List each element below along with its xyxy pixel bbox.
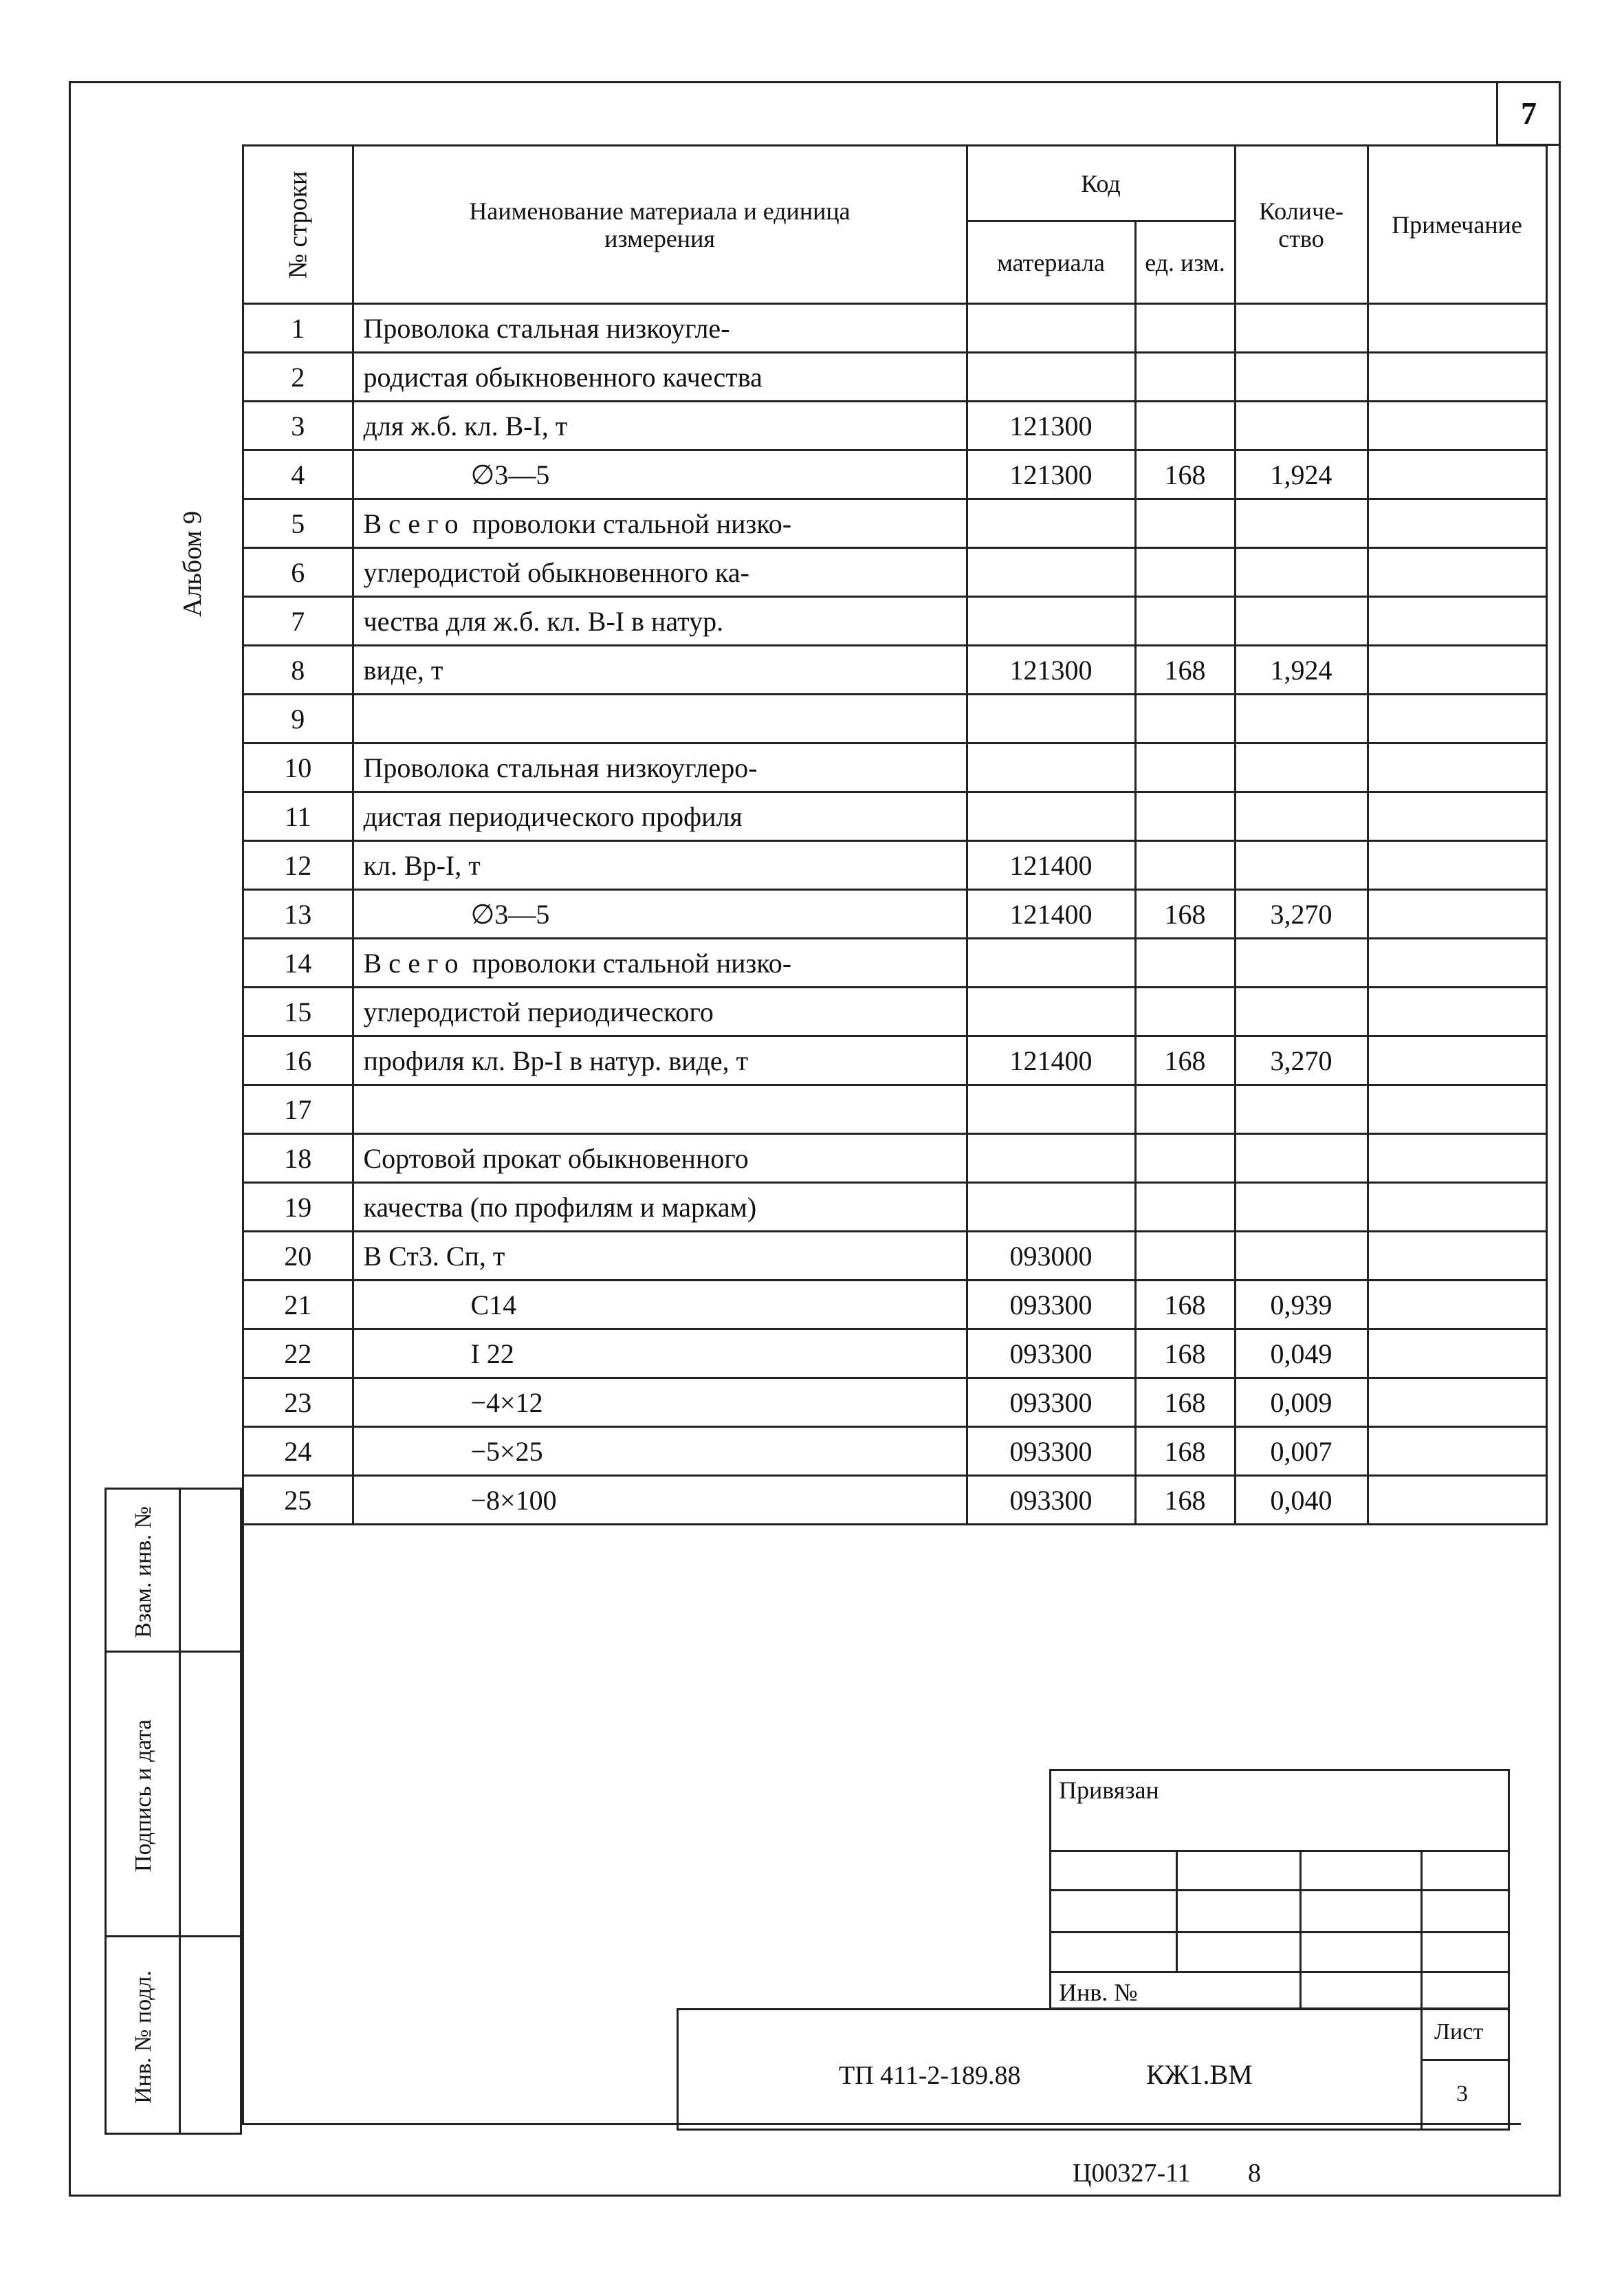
cell-note (1368, 499, 1546, 548)
side-stamp-podpis (105, 1651, 242, 1937)
cell-code-material: 093300 (967, 1427, 1135, 1476)
cell-code-unit (1135, 743, 1235, 792)
cell-code-material: 121400 (967, 1036, 1135, 1085)
cell-note (1368, 939, 1546, 988)
cell-name: дистая периодического профиля (353, 792, 967, 841)
cell-code-unit: 168 (1135, 1427, 1235, 1476)
cell-code-unit (1135, 304, 1235, 353)
cell-quantity (1235, 792, 1368, 841)
cell-quantity: 0,009 (1235, 1378, 1368, 1427)
cell-code-unit (1135, 841, 1235, 890)
cell-name-rest: проволоки стальной низко- (465, 947, 792, 979)
cell-quantity: 1,924 (1235, 646, 1368, 695)
header-row-no: № строки (243, 146, 353, 304)
stamp-line (1049, 1850, 1510, 1852)
stamp-privyazan: Привязан (1059, 1776, 1159, 1804)
cell-code-material: 121300 (967, 450, 1135, 499)
cell-row-no: 16 (243, 1036, 353, 1085)
stamp-inv-no: Инв. № (1059, 1979, 1138, 2006)
cell-code-material: 121300 (967, 646, 1135, 695)
cell-note (1368, 1329, 1546, 1378)
cell-note (1368, 304, 1546, 353)
cell-name-rest: проволоки стальной низко- (465, 508, 792, 539)
cell-row-no: 25 (243, 1476, 353, 1525)
cell-note (1368, 646, 1546, 695)
cell-note (1368, 988, 1546, 1036)
cell-row-no: 4 (243, 450, 353, 499)
cell-name: Проволока стальная низкоугле- (353, 304, 967, 353)
table-row (243, 841, 1547, 890)
cell-row-no: 5 (243, 499, 353, 548)
cell-code-unit (1135, 597, 1235, 646)
cell-code-unit (1135, 1134, 1235, 1183)
cell-code-unit: 168 (1135, 1378, 1235, 1427)
table-row (243, 402, 1547, 450)
cell-name: С14 (353, 1281, 967, 1329)
cell-name: для ж.б. кл. В-I, т (353, 402, 967, 450)
cell-name: −4×12 (353, 1378, 967, 1427)
table-row (243, 1134, 1547, 1183)
cell-row-no: 14 (243, 939, 353, 988)
cell-row-no: 15 (243, 988, 353, 1036)
cell-name-lead: Всего (363, 947, 465, 979)
stamp-line (1420, 2059, 1510, 2061)
cell-code-unit (1135, 499, 1235, 548)
cell-row-no: 3 (243, 402, 353, 450)
cell-note (1368, 890, 1546, 939)
cell-row-no: 19 (243, 1183, 353, 1232)
cell-code-unit (1135, 1085, 1235, 1134)
table-row (243, 890, 1547, 939)
table-row (243, 450, 1547, 499)
cell-note (1368, 792, 1546, 841)
cell-code-unit (1135, 695, 1235, 743)
document-code: ТП 411-2-189.88 (839, 2061, 1021, 2090)
side-stamp-inv-podl (105, 1935, 242, 2135)
cell-quantity: 3,270 (1235, 890, 1368, 939)
cell-name (353, 499, 967, 548)
cell-code-material: 121300 (967, 402, 1135, 450)
header-code-material: материала (967, 221, 1135, 304)
cell-note (1368, 402, 1546, 450)
cell-note (1368, 1232, 1546, 1281)
table-row (243, 792, 1547, 841)
cell-code-material: 093300 (967, 1329, 1135, 1378)
cell-name: −8×100 (353, 1476, 967, 1525)
cell-note (1368, 695, 1546, 743)
cell-quantity (1235, 353, 1368, 402)
cell-code-unit: 168 (1135, 1476, 1235, 1525)
stamp-vline (1420, 2008, 1423, 2131)
header-name: Наименование материала и единица измерения (353, 146, 967, 304)
cell-code-unit: 168 (1135, 1329, 1235, 1378)
cell-row-no: 13 (243, 890, 353, 939)
footer-code: Ц00327-11 (1073, 2159, 1191, 2188)
cell-quantity (1235, 548, 1368, 597)
cell-code-material (967, 939, 1135, 988)
table-row (243, 1232, 1547, 1281)
cell-code-material: 093300 (967, 1378, 1135, 1427)
cell-name (353, 695, 967, 743)
cell-row-no: 11 (243, 792, 353, 841)
cell-row-no: 7 (243, 597, 353, 646)
cell-code-unit: 168 (1135, 1036, 1235, 1085)
cell-quantity (1235, 939, 1368, 988)
table-row (243, 1085, 1547, 1134)
table-row (243, 1329, 1547, 1378)
side-stamp-inv-podl-label: Инв. № подл. (131, 1970, 156, 2104)
cell-note (1368, 548, 1546, 597)
cell-code-material: 121400 (967, 890, 1135, 939)
cell-name: кл. Вр-I, т (353, 841, 967, 890)
header-code-unit: ед. изм. (1135, 221, 1235, 304)
cell-row-no: 8 (243, 646, 353, 695)
cell-code-material (967, 743, 1135, 792)
table-row (243, 743, 1547, 792)
cell-quantity (1235, 695, 1368, 743)
cell-note (1368, 1183, 1546, 1232)
cell-quantity (1235, 1085, 1368, 1134)
cell-quantity (1235, 1183, 1368, 1232)
cell-row-no: 9 (243, 695, 353, 743)
cell-name: −5×25 (353, 1427, 967, 1476)
cell-code-material: 093300 (967, 1281, 1135, 1329)
cell-name: качества (по профилям и маркам) (353, 1183, 967, 1232)
table-row (243, 695, 1547, 743)
cell-code-unit: 168 (1135, 450, 1235, 499)
cell-row-no: 1 (243, 304, 353, 353)
table-row (243, 1378, 1547, 1427)
cell-code-unit: 168 (1135, 646, 1235, 695)
table-row (243, 499, 1547, 548)
cell-code-material (967, 548, 1135, 597)
cell-row-no: 22 (243, 1329, 353, 1378)
cell-quantity: 3,270 (1235, 1036, 1368, 1085)
cell-quantity (1235, 499, 1368, 548)
cell-quantity (1235, 743, 1368, 792)
stamp-line (1049, 1971, 1510, 1973)
side-stamp-vzam (105, 1488, 242, 1653)
cell-name: Проволока стальная низкоуглеро- (353, 743, 967, 792)
cell-row-no: 21 (243, 1281, 353, 1329)
cell-row-no: 18 (243, 1134, 353, 1183)
cell-name: профиля кл. Вр-I в натур. виде, т (353, 1036, 967, 1085)
cell-code-material (967, 353, 1135, 402)
cell-code-material (967, 597, 1135, 646)
table-row (243, 1427, 1547, 1476)
cell-name: ∅3—5 (353, 450, 967, 499)
cell-note (1368, 1036, 1546, 1085)
table-row (243, 988, 1547, 1036)
cell-code-unit (1135, 402, 1235, 450)
stamp-line (1049, 1889, 1510, 1891)
header-note: Примечание (1368, 146, 1546, 304)
table-row (243, 1476, 1547, 1525)
cell-code-material (967, 499, 1135, 548)
cell-name: I 22 (353, 1329, 967, 1378)
cell-row-no: 17 (243, 1085, 353, 1134)
stamp-main-box (677, 2008, 1510, 2131)
cell-quantity: 0,007 (1235, 1427, 1368, 1476)
footer-page: 8 (1248, 2159, 1261, 2188)
cell-code-material (967, 1134, 1135, 1183)
album-label: Альбом 9 (178, 511, 207, 617)
cell-code-material: 093300 (967, 1476, 1135, 1525)
cell-name-lead: Всего (363, 508, 465, 539)
cell-row-no: 20 (243, 1232, 353, 1281)
stamp-vline (1176, 1850, 1178, 1971)
cell-quantity (1235, 402, 1368, 450)
cell-note (1368, 1378, 1546, 1427)
cell-quantity: 0,049 (1235, 1329, 1368, 1378)
cell-code-unit: 168 (1135, 1281, 1235, 1329)
cell-code-material (967, 695, 1135, 743)
cell-code-material (967, 792, 1135, 841)
cell-quantity (1235, 988, 1368, 1036)
cell-note (1368, 1134, 1546, 1183)
materials-table (242, 144, 1548, 1525)
table-row (243, 1281, 1547, 1329)
cell-code-material: 093000 (967, 1232, 1135, 1281)
cell-code-material (967, 304, 1135, 353)
cell-code-material (967, 1183, 1135, 1232)
header-code: Код (967, 146, 1235, 221)
header-quantity: Количе-ство (1235, 146, 1368, 304)
cell-note (1368, 353, 1546, 402)
cell-quantity (1235, 841, 1368, 890)
table-row (243, 597, 1547, 646)
sheet-number: 3 (1456, 2081, 1468, 2107)
cell-code-material (967, 1085, 1135, 1134)
cell-row-no: 10 (243, 743, 353, 792)
stamp-vline (1420, 1850, 1423, 2010)
cell-name: родистая обыкновенного качества (353, 353, 967, 402)
cell-name (353, 1085, 967, 1134)
cell-note (1368, 1281, 1546, 1329)
cell-note (1368, 597, 1546, 646)
side-stamp-vzam-label: Взам. инв. № (131, 1506, 156, 1638)
cell-quantity: 0,939 (1235, 1281, 1368, 1329)
sheet-label: Лист (1434, 2019, 1484, 2045)
cell-code-unit (1135, 1232, 1235, 1281)
table-row (243, 1036, 1547, 1085)
table-row (243, 939, 1547, 988)
cell-name: виде, т (353, 646, 967, 695)
cell-quantity (1235, 1134, 1368, 1183)
cell-code-unit: 168 (1135, 890, 1235, 939)
cell-quantity: 0,040 (1235, 1476, 1368, 1525)
table-row (243, 353, 1547, 402)
cell-code-unit (1135, 939, 1235, 988)
cell-row-no: 23 (243, 1378, 353, 1427)
cell-name: углеродистой обыкновенного ка- (353, 548, 967, 597)
cell-row-no: 2 (243, 353, 353, 402)
cell-note (1368, 450, 1546, 499)
cell-code-unit (1135, 988, 1235, 1036)
table-row (243, 1183, 1547, 1232)
cell-quantity (1235, 597, 1368, 646)
cell-note (1368, 743, 1546, 792)
stamp-line (1049, 1931, 1510, 1933)
cell-code-material: 121400 (967, 841, 1135, 890)
cell-quantity (1235, 1232, 1368, 1281)
cell-row-no: 12 (243, 841, 353, 890)
cell-note (1368, 1476, 1546, 1525)
cell-code-material (967, 988, 1135, 1036)
cell-name: углеродистой периодического (353, 988, 967, 1036)
cell-code-unit (1135, 792, 1235, 841)
stamp-vline (1299, 1850, 1302, 2010)
table-row (243, 548, 1547, 597)
cell-quantity: 1,924 (1235, 450, 1368, 499)
table-row (243, 646, 1547, 695)
cell-code-unit (1135, 548, 1235, 597)
table-row (243, 304, 1547, 353)
cell-name: чества для ж.б. кл. В-I в натур. (353, 597, 967, 646)
cell-name: ∅3—5 (353, 890, 967, 939)
cell-note (1368, 1427, 1546, 1476)
cell-note (1368, 841, 1546, 890)
document-mark: КЖ1.ВМ (1146, 2059, 1253, 2090)
cell-row-no: 24 (243, 1427, 353, 1476)
cell-name: Сортовой прокат обыкновенного (353, 1134, 967, 1183)
cell-name: В Ст3. Сп, т (353, 1232, 967, 1281)
cell-code-unit (1135, 1183, 1235, 1232)
cell-quantity (1235, 304, 1368, 353)
side-stamp-podpis-label: Подпись и дата (131, 1719, 156, 1872)
page-number: 7 (1496, 83, 1559, 146)
cell-note (1368, 1085, 1546, 1134)
cell-code-unit (1135, 353, 1235, 402)
cell-name (353, 939, 967, 988)
cell-row-no: 6 (243, 548, 353, 597)
